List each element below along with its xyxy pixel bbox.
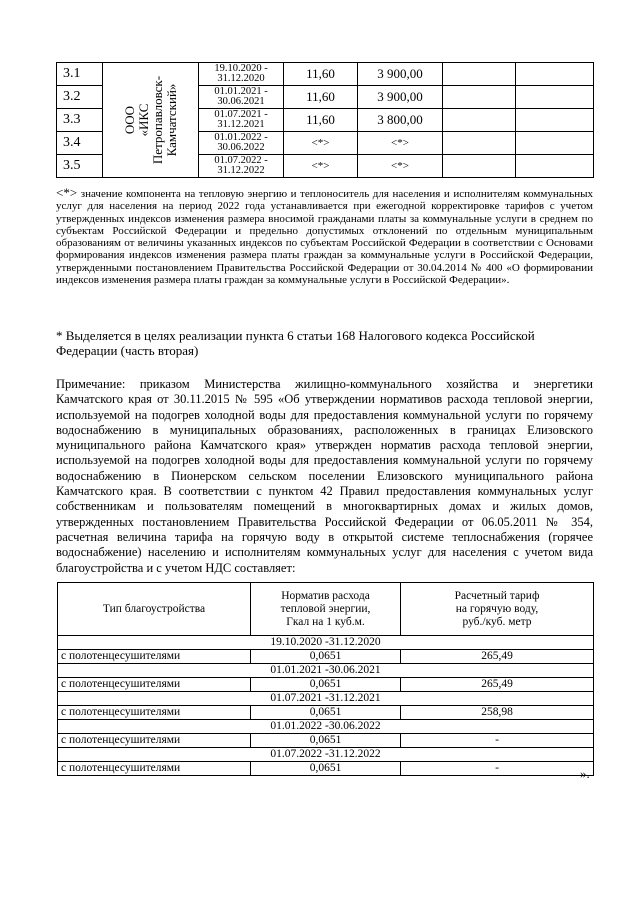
empty-cell	[443, 132, 516, 155]
asterisk-note	[56, 187, 593, 286]
tariff-table-top	[56, 62, 594, 178]
heat-norm: 0,0651	[251, 734, 401, 748]
empty-cell	[516, 63, 594, 86]
empty-cell	[516, 155, 594, 178]
tariff-value: -	[401, 734, 594, 748]
tariff-value: 265,49	[401, 678, 594, 692]
empty-cell	[443, 86, 516, 109]
value-cell: 3 900,00	[358, 86, 443, 109]
tariff-value: 258,98	[401, 706, 594, 720]
value-cell: 11,60	[284, 86, 358, 109]
remark-paragraph: Примечание: приказом Министерства жилищно-коммунального хозяйства и энергетики Камчатского края от 30.11.2015 № 595 «Об утверждении нормативов расхода тепловой энергии, используемой на подогрев холодной воды для предоставления коммунальной услуги по горячему водоснабжению в муниципальных образованиях, расположенных в границах Елизовского муниципального района Камчатского края» утвержден норматив расхода тепловой энергии, используемой на подогрев холодной воды для предоставления коммунальной услуги по горячему водоснабжению в Пионерском сельском поселении Елизовского муниципального района Камчатского края. В соответствии с пунктом 42 Правил предоставления коммунальных услуг собственникам и пользователям помещений в многоквартирных домах и жилых домов, утвержденных постановлением Правительства Российской Федерации от 06.05.2011 № 354, расчетная величина тарифа на горячую воду в открытой системе теплоснабжения (горячее водоснабжение) населению и исполнителям коммунальных услуг для населения с учетом вида благоустройства и с учетом НДС составляет:	[56, 377, 593, 575]
heat-norm: 0,0651	[251, 678, 401, 692]
period-label: 01.07.2021 -31.12.2021	[58, 692, 594, 706]
note-text: значение компонента на тепловую энергию и теплоноситель для населения и исполнителям коммунальных услуг для населения на период 2022 года устанавливается при ежегодной корректировке тарифов с учетом утвержденных индексов изменения размера вносимой гражданами платы за коммунальные услуги в среднем по субъектам Российской Федерации и предельно допустимых отклонений по отдельным муниципальным образованиям от величины указанных индексов по субъектам Российской Федерации в соответствии с Основами формирования индексов изменения размера платы граждан за коммунальные услуги в Российской Федерации, утвержденными постановлением Правительства Российской Федерации от 30.04.2014 № 400 «О формировании индексов изменения размера платы граждан за коммунальные услуги в Российской Федерации».	[56, 188, 594, 287]
empty-cell	[443, 155, 516, 178]
closing-quote: ».	[580, 766, 590, 781]
period-label: 19.10.2020 -31.12.2020	[58, 636, 594, 650]
empty-cell	[516, 109, 594, 132]
period-row	[58, 636, 594, 650]
tariff-value: 265,49	[401, 650, 594, 664]
table-row	[58, 762, 594, 776]
header-heat-norm: Норматив расхода тепловой энергии, Гкал на 1 куб.м.	[251, 583, 401, 636]
value-cell: 3 900,00	[358, 63, 443, 86]
period-label: 01.01.2022 -30.06.2022	[58, 720, 594, 734]
empty-cell	[443, 109, 516, 132]
improvement-type: с полотенцесушителями	[58, 706, 251, 720]
empty-cell	[516, 132, 594, 155]
table-row	[58, 734, 594, 748]
row-number: 3.3	[57, 109, 103, 132]
period-cell: 01.01.2022 - 30.06.2022	[199, 132, 284, 155]
period-label: 01.01.2021 -30.06.2021	[58, 664, 594, 678]
note-mark: <*>	[56, 185, 78, 200]
heat-norm: 0,0651	[251, 762, 401, 776]
organization-name: ООО «ИКС Петропавловск- Камчатский»	[121, 75, 179, 165]
table-row	[57, 63, 594, 86]
improvement-type: с полотенцесушителями	[58, 734, 251, 748]
period-cell: 01.01.2021 - 30.06.2021	[199, 86, 284, 109]
period-row	[58, 692, 594, 706]
empty-cell	[516, 86, 594, 109]
period-cell: 01.07.2021 - 31.12.2021	[199, 109, 284, 132]
improvement-type: с полотенцесушителями	[58, 650, 251, 664]
table-row	[58, 678, 594, 692]
row-number: 3.4	[57, 132, 103, 155]
period-row	[58, 748, 594, 762]
header-improvement-type: Тип благоустройства	[58, 583, 251, 636]
row-number: 3.1	[57, 63, 103, 86]
period-row	[58, 720, 594, 734]
improvement-type: с полотенцесушителями	[58, 762, 251, 776]
improvement-type: с полотенцесушителями	[58, 678, 251, 692]
value-cell: <*>	[358, 155, 443, 178]
period-cell: 01.07.2022 - 31.12.2022	[199, 155, 284, 178]
value-cell: 3 800,00	[358, 109, 443, 132]
value-cell: 11,60	[284, 109, 358, 132]
empty-cell	[443, 63, 516, 86]
tariff-value: -	[401, 762, 594, 776]
row-number: 3.5	[57, 155, 103, 178]
table-row	[58, 706, 594, 720]
hot-water-tariff-table	[57, 582, 594, 776]
heat-norm: 0,0651	[251, 650, 401, 664]
table-row	[58, 650, 594, 664]
period-row	[58, 664, 594, 678]
period-label: 01.07.2022 -31.12.2022	[58, 748, 594, 762]
period-cell: 19.10.2020 - 31.12.2020	[199, 63, 284, 86]
row-number: 3.2	[57, 86, 103, 109]
tax-footnote: * Выделяется в целях реализации пункта 6 статьи 168 Налогового кодекса Российской Федерации (часть вторая)	[56, 328, 535, 358]
value-cell: <*>	[358, 132, 443, 155]
table-header-row	[58, 583, 594, 636]
value-cell: <*>	[284, 155, 358, 178]
organization-cell	[103, 63, 199, 178]
value-cell: 11,60	[284, 63, 358, 86]
value-cell: <*>	[284, 132, 358, 155]
header-tariff: Расчетный тариф на горячую воду, руб./куб. метр	[401, 583, 594, 636]
heat-norm: 0,0651	[251, 706, 401, 720]
